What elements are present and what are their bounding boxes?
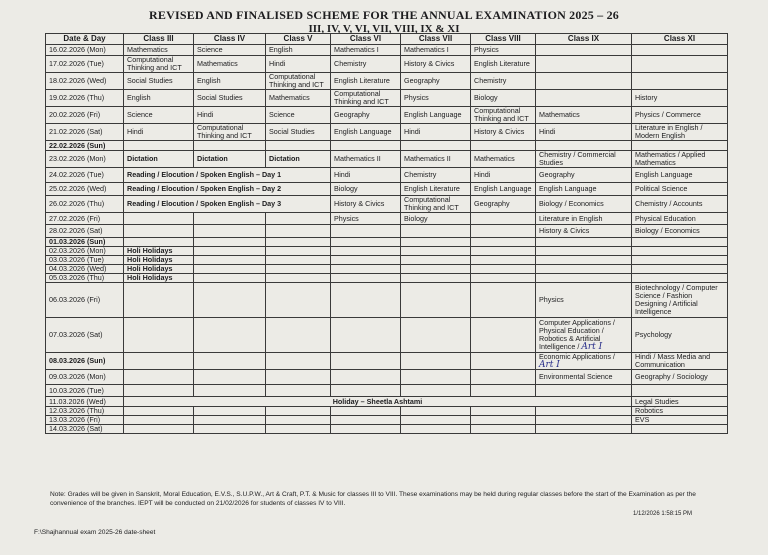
subject-cell: [536, 265, 632, 274]
date-cell: 11.03.2026 (Wed): [46, 397, 124, 407]
table-row: [46, 256, 728, 265]
subject-cell: [632, 56, 728, 73]
subject-text: Computer Applications / Physical Education / Robotics & Artificial Intelligence: [539, 318, 615, 351]
subject-cell: English Language: [471, 183, 536, 196]
subject-cell: [331, 425, 401, 434]
header-class-iii: Class III: [124, 34, 194, 45]
subject-cell: Hindi: [124, 124, 194, 141]
subject-cell: [471, 274, 536, 283]
subject-cell: [401, 385, 471, 397]
subject-cell: Social Studies: [124, 73, 194, 90]
table-row: [46, 283, 728, 318]
subject-cell: [471, 370, 536, 385]
subject-cell: [471, 141, 536, 151]
subject-cell: [194, 283, 266, 318]
subject-cell: Biology: [401, 213, 471, 225]
subject-cell: [536, 425, 632, 434]
date-cell: 17.02.2026 (Tue): [46, 56, 124, 73]
subject-cell: Physical Education: [632, 213, 728, 225]
subject-cell: [632, 385, 728, 397]
table-row: [46, 353, 728, 370]
subject-cell: [331, 141, 401, 151]
subject-cell: [194, 370, 266, 385]
date-cell: 16.02.2026 (Mon): [46, 45, 124, 56]
subject-cell: Computational Thinking and ICT: [194, 124, 266, 141]
file-path: F:\Shajhannual exam 2025-26 date-sheet: [34, 529, 156, 536]
table-row: [46, 407, 728, 416]
subject-cell: [194, 256, 266, 265]
subject-cell: Mathematics: [124, 45, 194, 56]
subject-cell: Political Science: [632, 183, 728, 196]
subject-cell: [266, 213, 331, 225]
date-cell: 23.02.2026 (Mon): [46, 151, 124, 168]
subject-cell: [401, 256, 471, 265]
subject-cell: Biology: [331, 183, 401, 196]
subject-cell: English Literature: [401, 183, 471, 196]
subject-cell: [331, 274, 401, 283]
subject-cell: [331, 283, 401, 318]
subject-cell: [536, 274, 632, 283]
subject-cell: [194, 238, 266, 247]
subject-cell: Mathematics I: [401, 45, 471, 56]
table-row: [46, 385, 728, 397]
subject-cell: [632, 274, 728, 283]
table-row: [46, 225, 728, 238]
table-row: [46, 196, 728, 213]
subject-cell: [124, 385, 194, 397]
date-cell: 28.02.2026 (Sat): [46, 225, 124, 238]
date-cell: 14.03.2026 (Sat): [46, 425, 124, 434]
subject-cell: [536, 256, 632, 265]
subject-cell: [331, 247, 401, 256]
subject-cell: English Literature: [331, 73, 401, 90]
subject-cell: [331, 385, 401, 397]
subject-cell: Biology / Economics: [632, 225, 728, 238]
subject-cell: [331, 238, 401, 247]
subject-cell: [401, 247, 471, 256]
table-row: [46, 183, 728, 196]
table-row: [46, 370, 728, 385]
subject-text: Economic Applications: [539, 352, 611, 361]
subject-cell: [124, 416, 194, 425]
subject-cell: [632, 238, 728, 247]
subject-cell: [124, 407, 194, 416]
subject-cell: Hindi: [194, 107, 266, 124]
subject-cell: [331, 225, 401, 238]
subject-cell: Geography: [471, 196, 536, 213]
subject-cell: [471, 407, 536, 416]
subject-cell: Mathematics: [536, 107, 632, 124]
date-cell: 03.03.2026 (Tue): [46, 256, 124, 265]
subject-cell: Physics: [401, 90, 471, 107]
subject-cell: [632, 256, 728, 265]
subject-cell: Robotics: [632, 407, 728, 416]
subject-cell: Science: [124, 107, 194, 124]
header-row: [46, 34, 728, 45]
subject-cell: [401, 407, 471, 416]
subject-cell: Chemistry: [331, 56, 401, 73]
subject-cell: Chemistry / Accounts: [632, 196, 728, 213]
subject-cell: Hindi: [331, 168, 401, 183]
subject-cell: [401, 425, 471, 434]
subject-cell: Physics: [536, 283, 632, 318]
document-title: REVISED AND FINALISED SCHEME FOR THE ANNUAL EXAMINATION 2025 – 26: [149, 8, 619, 22]
subject-cell: [401, 238, 471, 247]
subject-cell: Social Studies: [194, 90, 266, 107]
table-row: [46, 73, 728, 90]
subject-cell: Economic Applications / Art I: [536, 353, 632, 370]
holiday-cell: Holiday – Sheetla Ashtami: [124, 397, 632, 407]
table-row: [46, 318, 728, 353]
table-row: [46, 416, 728, 425]
subject-cell: [124, 225, 194, 238]
subject-cell: [401, 416, 471, 425]
subject-cell: [266, 247, 331, 256]
subject-cell: [536, 416, 632, 425]
date-cell: 19.02.2026 (Thu): [46, 90, 124, 107]
subject-cell: [471, 416, 536, 425]
date-cell: 05.03.2026 (Thu): [46, 274, 124, 283]
document-subtitle: III, IV, V, VI, VII, VIII, IX & XI: [308, 23, 460, 35]
subject-cell: Geography: [331, 107, 401, 124]
subject-cell: [401, 225, 471, 238]
subject-cell: Hindi: [536, 124, 632, 141]
subject-cell: [471, 353, 536, 370]
subject-cell: [266, 416, 331, 425]
header-class-v: Class V: [266, 34, 331, 45]
subject-cell: Chemistry / Commercial Studies: [536, 151, 632, 168]
schedule-body: [46, 45, 728, 434]
subject-cell: Social Studies: [266, 124, 331, 141]
subject-cell: [401, 283, 471, 318]
subject-cell: Holi Holidays: [124, 274, 194, 283]
date-cell: 08.03.2026 (Sun): [46, 353, 124, 370]
subject-cell: [401, 265, 471, 274]
span-activity-cell: Reading / Elocution / Spoken English – Day 1: [124, 168, 331, 183]
subject-cell: Mathematics: [266, 90, 331, 107]
subject-cell: [124, 141, 194, 151]
date-cell: 09.03.2026 (Mon): [46, 370, 124, 385]
date-cell: 01.03.2026 (Sun): [46, 238, 124, 247]
subject-cell: [266, 141, 331, 151]
header-class-viii: Class VIII: [471, 34, 536, 45]
subject-cell: English Language: [536, 183, 632, 196]
table-row: [46, 45, 728, 56]
subject-cell: [266, 283, 331, 318]
subject-cell: Dictation: [266, 151, 331, 168]
subject-cell: History & Civics: [536, 225, 632, 238]
table-row: [46, 397, 728, 407]
subject-cell: [632, 141, 728, 151]
table-row: [46, 213, 728, 225]
subject-cell: English Language: [331, 124, 401, 141]
subject-cell: [331, 370, 401, 385]
subject-cell: English: [266, 45, 331, 56]
subject-cell: [266, 238, 331, 247]
date-cell: 24.02.2026 (Tue): [46, 168, 124, 183]
subject-cell: [266, 353, 331, 370]
handwritten-annotation: Art I: [539, 360, 560, 370]
subject-cell: Computer Applications / Physical Education / Robotics & Artificial Intelligence / Art I: [536, 318, 632, 353]
subject-cell: Hindi: [266, 56, 331, 73]
subject-cell: History & Civics: [471, 124, 536, 141]
table-row: [46, 151, 728, 168]
subject-cell: [471, 265, 536, 274]
subject-cell: Geography: [401, 73, 471, 90]
subject-cell: History: [632, 90, 728, 107]
handwritten-annotation: Art I: [581, 342, 603, 352]
note-text: Note: Grades will be given in Sanskrit, Moral Education, E.V.S., S.U.P.W., Art & Craft, P.T. & Music for classes III to VIII. These examinations may be held during regular classes before the start of the Examination as per the convenience of the branches. IEPT will be conducted on 21/02/2026 for students of classes IV to VIII.: [50, 491, 696, 507]
subject-cell: Computational Thinking and ICT: [331, 90, 401, 107]
subject-cell: [266, 256, 331, 265]
subject-cell: Mathematics II: [401, 151, 471, 168]
header-class-vi: Class VI: [331, 34, 401, 45]
header-date-day: Date & Day: [46, 34, 124, 45]
subject-cell: [471, 385, 536, 397]
subject-cell: [536, 247, 632, 256]
exam-schedule-table: [45, 33, 728, 434]
subject-cell: [124, 283, 194, 318]
subject-cell: [471, 283, 536, 318]
subject-cell: [124, 238, 194, 247]
subject-cell: [194, 247, 266, 256]
subject-cell: [536, 90, 632, 107]
table-row: [46, 265, 728, 274]
span-activity-cell: Reading / Elocution / Spoken English – Day 3: [124, 196, 331, 213]
subject-cell: [471, 225, 536, 238]
subject-cell: [194, 141, 266, 151]
date-cell: 21.02.2026 (Sat): [46, 124, 124, 141]
subject-cell: Biotechnology / Computer Science / Fashion Designing / Artificial Intelligence: [632, 283, 728, 318]
subject-cell: [401, 353, 471, 370]
subject-cell: [331, 318, 401, 353]
table-row: [46, 124, 728, 141]
subject-cell: Dictation: [124, 151, 194, 168]
subject-cell: Dictation: [194, 151, 266, 168]
subject-cell: Computational Thinking and ICT: [266, 73, 331, 90]
subject-cell: Holi Holidays: [124, 265, 194, 274]
table-row: [46, 56, 728, 73]
subject-cell: Mathematics: [471, 151, 536, 168]
subject-cell: English: [124, 90, 194, 107]
subject-cell: Science: [194, 45, 266, 56]
subject-cell: [536, 385, 632, 397]
table-row: [46, 90, 728, 107]
subject-cell: [266, 425, 331, 434]
date-cell: 22.02.2026 (Sun): [46, 141, 124, 151]
subject-cell: Hindi / Mass Media and Communication: [632, 353, 728, 370]
subject-cell: [632, 45, 728, 56]
subject-cell: Physics: [331, 213, 401, 225]
subject-cell: [331, 256, 401, 265]
subject-cell: Physics: [471, 45, 536, 56]
subject-cell: Mathematics: [194, 56, 266, 73]
date-cell: 07.03.2026 (Sat): [46, 318, 124, 353]
date-cell: 10.03.2026 (Tue): [46, 385, 124, 397]
subject-cell: [266, 318, 331, 353]
subject-cell: [124, 318, 194, 353]
subject-cell: [194, 265, 266, 274]
subject-cell: Mathematics II: [331, 151, 401, 168]
subject-cell: [536, 73, 632, 90]
subject-cell: [194, 407, 266, 416]
subject-cell: Geography: [536, 168, 632, 183]
subject-cell: [401, 370, 471, 385]
header-class-vii: Class VII: [401, 34, 471, 45]
date-cell: 12.03.2026 (Thu): [46, 407, 124, 416]
print-timestamp: 1/12/2026 1:58:15 PM: [633, 511, 693, 517]
date-cell: 06.03.2026 (Fri): [46, 283, 124, 318]
subject-cell: Chemistry: [471, 73, 536, 90]
subject-cell: Computational Thinking and ICT: [124, 56, 194, 73]
subject-cell: [632, 73, 728, 90]
subject-cell: [632, 247, 728, 256]
date-cell: 04.03.2026 (Wed): [46, 265, 124, 274]
subject-cell: [632, 265, 728, 274]
subject-cell: English Language: [632, 168, 728, 183]
subject-cell: [124, 370, 194, 385]
subject-cell: [266, 407, 331, 416]
subject-cell: Literature in English: [536, 213, 632, 225]
subject-cell: Mathematics / Applied Mathematics: [632, 151, 728, 168]
subject-cell: Computational Thinking and ICT: [471, 107, 536, 124]
date-cell: 13.03.2026 (Fri): [46, 416, 124, 425]
subject-cell: EVS: [632, 416, 728, 425]
subject-cell: [401, 141, 471, 151]
subject-cell: Hindi: [401, 124, 471, 141]
subject-cell: [331, 416, 401, 425]
table-row: [46, 141, 728, 151]
subject-cell: Mathematics I: [331, 45, 401, 56]
subject-cell: Legal Studies: [632, 397, 728, 407]
subject-cell: [124, 425, 194, 434]
header-class-iv: Class IV: [194, 34, 266, 45]
date-cell: 20.02.2026 (Fri): [46, 107, 124, 124]
subject-cell: [266, 225, 331, 238]
subject-cell: Physics / Commerce: [632, 107, 728, 124]
subject-cell: Biology / Economics: [536, 196, 632, 213]
subject-cell: [536, 141, 632, 151]
subject-cell: [536, 56, 632, 73]
subject-cell: English Literature: [471, 56, 536, 73]
table-row: [46, 238, 728, 247]
subject-cell: [471, 256, 536, 265]
header-class-ix: Class IX: [536, 34, 632, 45]
subject-cell: [471, 425, 536, 434]
subject-cell: [194, 225, 266, 238]
subject-cell: [266, 385, 331, 397]
subject-cell: Science: [266, 107, 331, 124]
subject-cell: Environmental Science: [536, 370, 632, 385]
subject-cell: Holi Holidays: [124, 256, 194, 265]
subject-cell: English: [194, 73, 266, 90]
subject-cell: Literature in English / Modern English: [632, 124, 728, 141]
subject-cell: [536, 238, 632, 247]
subject-cell: [194, 353, 266, 370]
table-row: [46, 168, 728, 183]
header-class-xi: Class XI: [632, 34, 728, 45]
subject-cell: [194, 385, 266, 397]
subject-cell: Chemistry: [401, 168, 471, 183]
subject-cell: Computational Thinking and ICT: [401, 196, 471, 213]
subject-cell: Holi Holidays: [124, 247, 194, 256]
table-row: [46, 107, 728, 124]
subject-cell: [194, 416, 266, 425]
subject-cell: [266, 370, 331, 385]
table-row: [46, 274, 728, 283]
subject-cell: English Language: [401, 107, 471, 124]
date-cell: 26.02.2026 (Thu): [46, 196, 124, 213]
subject-cell: Geography / Sociology: [632, 370, 728, 385]
subject-cell: [331, 265, 401, 274]
subject-cell: [471, 213, 536, 225]
subject-cell: [401, 274, 471, 283]
date-cell: 18.02.2026 (Wed): [46, 73, 124, 90]
date-cell: 25.02.2026 (Wed): [46, 183, 124, 196]
table-row: [46, 247, 728, 256]
subject-cell: [124, 353, 194, 370]
subject-cell: [471, 247, 536, 256]
subject-cell: [266, 265, 331, 274]
date-cell: 02.03.2026 (Mon): [46, 247, 124, 256]
subject-cell: [331, 353, 401, 370]
table-row: [46, 425, 728, 434]
subject-cell: [194, 318, 266, 353]
date-cell: 27.02.2026 (Fri): [46, 213, 124, 225]
subject-cell: [124, 213, 194, 225]
subject-cell: History & Civics: [401, 56, 471, 73]
subject-cell: [401, 318, 471, 353]
subject-cell: [536, 45, 632, 56]
subject-cell: [266, 274, 331, 283]
subject-cell: [632, 425, 728, 434]
subject-cell: [194, 213, 266, 225]
span-activity-cell: Reading / Elocution / Spoken English – Day 2: [124, 183, 331, 196]
subject-cell: [194, 274, 266, 283]
subject-cell: [471, 238, 536, 247]
subject-cell: [331, 407, 401, 416]
subject-cell: Hindi: [471, 168, 536, 183]
subject-cell: [471, 318, 536, 353]
subject-cell: [536, 407, 632, 416]
subject-cell: [194, 425, 266, 434]
subject-cell: Biology: [471, 90, 536, 107]
subject-cell: History & Civics: [331, 196, 401, 213]
subject-cell: Psychology: [632, 318, 728, 353]
